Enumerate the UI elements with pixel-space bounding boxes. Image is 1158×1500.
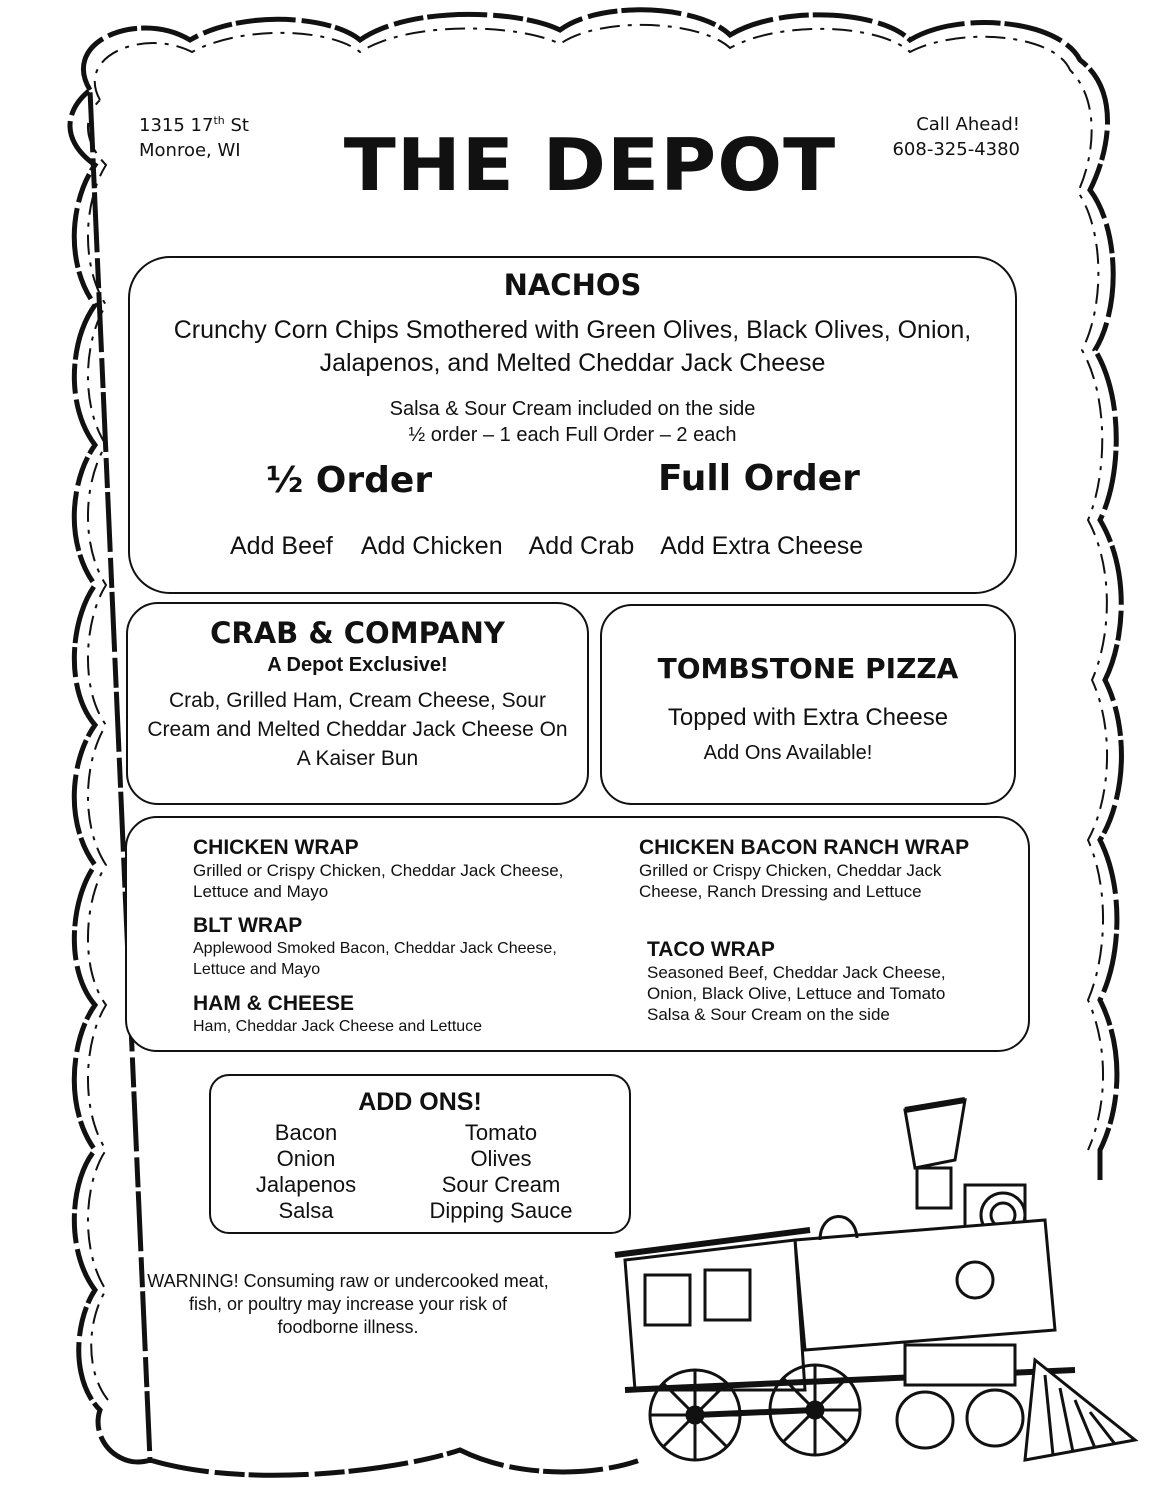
chicken-wrap-name: CHICKEN WRAP bbox=[193, 836, 359, 859]
full-order-label: Full Order bbox=[658, 458, 860, 499]
addons-title: ADD ONS! bbox=[358, 1088, 482, 1116]
nachos-desc-line1: Crunchy Corn Chips Smothered with Green Olives, Black Olives, Onion, bbox=[173, 316, 972, 344]
taco-wrap-desc-line2: Onion, Black Olive, Lettuce and Tomato bbox=[647, 984, 946, 1003]
nachos-title: NACHOS bbox=[503, 268, 642, 302]
crab-description bbox=[128, 686, 587, 773]
address-line2: Monroe, WI bbox=[139, 140, 241, 161]
food-safety-warning bbox=[128, 1270, 568, 1339]
ham-cheese-name: HAM & CHEESE bbox=[193, 992, 355, 1015]
blt-wrap-name: BLT WRAP bbox=[193, 914, 303, 937]
chicken-wrap-desc-line1: Grilled or Crispy Chicken, Cheddar Jack Cheese, bbox=[193, 861, 564, 880]
crab-desc-line3: A Kaiser Bun bbox=[296, 747, 419, 770]
nachos-note-line1: Salsa & Sour Cream included on the side bbox=[389, 398, 756, 420]
blt-wrap-item bbox=[193, 914, 557, 980]
nachos-description bbox=[130, 314, 1015, 380]
taco-wrap-name: TACO WRAP bbox=[647, 938, 775, 961]
phone-number: 608-325-4380 bbox=[892, 139, 1020, 160]
cbr-wrap-desc-line1: Grilled or Crispy Chicken, Cheddar Jack bbox=[639, 861, 942, 880]
addon-olives: Olives bbox=[470, 1146, 532, 1171]
warning-line1: WARNING! Consuming raw or undercooked meat, bbox=[147, 1271, 549, 1291]
page-title: THE DEPOT bbox=[343, 123, 837, 207]
tombstone-pizza-section bbox=[600, 604, 1016, 805]
locomotive-illustration bbox=[605, 1090, 1145, 1490]
crab-subtitle: A Depot Exclusive! bbox=[267, 654, 448, 676]
warning-line2: fish, or poultry may increase your risk of bbox=[188, 1294, 508, 1314]
addon-onion: Onion bbox=[276, 1146, 336, 1171]
address-sup: th bbox=[213, 114, 225, 127]
call-ahead bbox=[880, 112, 1020, 162]
taco-wrap-desc-line3: Salsa & Sour Cream on the side bbox=[647, 1005, 890, 1024]
crab-company-section bbox=[126, 602, 589, 805]
pizza-title: TOMBSTONE PIZZA bbox=[657, 652, 959, 685]
cbr-wrap-name: CHICKEN BACON RANCH WRAP bbox=[639, 836, 970, 859]
chicken-wrap-item bbox=[193, 836, 563, 902]
chicken-wrap-desc-line2: Lettuce and Mayo bbox=[193, 882, 329, 901]
nachos-addons bbox=[230, 532, 863, 561]
address-line1-suffix: St bbox=[224, 115, 249, 136]
addon-salsa: Salsa bbox=[278, 1198, 334, 1223]
crab-desc-line1: Crab, Grilled Ham, Cream Cheese, Sour bbox=[169, 689, 546, 712]
addon-tomato: Tomato bbox=[464, 1120, 538, 1145]
chicken-bacon-ranch-wrap-item bbox=[639, 836, 969, 902]
nachos-note bbox=[130, 396, 1015, 448]
ham-cheese-item bbox=[193, 992, 482, 1037]
add-beef: Add Beef bbox=[230, 532, 333, 560]
wraps-section bbox=[125, 816, 1030, 1052]
pizza-addons: Add Ons Available! bbox=[703, 742, 873, 764]
crab-desc-line2: Cream and Melted Cheddar Jack Cheese On bbox=[147, 718, 568, 741]
nachos-note-line2: ½ order – 1 each Full Order – 2 each bbox=[408, 424, 737, 446]
cbr-wrap-desc-line2: Cheese, Ranch Dressing and Lettuce bbox=[639, 882, 922, 901]
addons-section bbox=[209, 1074, 631, 1234]
addons-left-column bbox=[231, 1120, 381, 1224]
nachos-section bbox=[128, 256, 1017, 594]
add-extra-cheese: Add Extra Cheese bbox=[660, 532, 864, 560]
address-line1: 1315 17 bbox=[139, 115, 214, 136]
add-crab: Add Crab bbox=[528, 532, 635, 560]
crab-title: CRAB & COMPANY bbox=[210, 616, 505, 650]
pizza-description: Topped with Extra Cheese bbox=[667, 704, 949, 731]
addon-dipping-sauce: Dipping Sauce bbox=[429, 1198, 573, 1223]
half-order-label: ½ Order bbox=[266, 460, 433, 501]
call-ahead-label: Call Ahead! bbox=[916, 114, 1020, 135]
addons-right-column bbox=[411, 1120, 591, 1224]
addon-sour-cream: Sour Cream bbox=[441, 1172, 561, 1197]
blt-wrap-desc-line2: Lettuce and Mayo bbox=[193, 961, 321, 978]
warning-line3: foodborne illness. bbox=[277, 1317, 419, 1337]
taco-wrap-item bbox=[647, 938, 946, 1025]
addon-bacon: Bacon bbox=[274, 1120, 338, 1145]
address bbox=[139, 108, 249, 163]
add-chicken: Add Chicken bbox=[360, 532, 503, 560]
addon-jalapenos: Jalapenos bbox=[255, 1172, 357, 1197]
nachos-desc-line2: Jalapenos, and Melted Cheddar Jack Cheese bbox=[319, 349, 826, 377]
taco-wrap-desc-line1: Seasoned Beef, Cheddar Jack Cheese, bbox=[647, 963, 946, 982]
ham-cheese-desc-line1: Ham, Cheddar Jack Cheese and Lettuce bbox=[193, 1018, 483, 1035]
blt-wrap-desc-line1: Applewood Smoked Bacon, Cheddar Jack Cheese, bbox=[193, 940, 557, 957]
